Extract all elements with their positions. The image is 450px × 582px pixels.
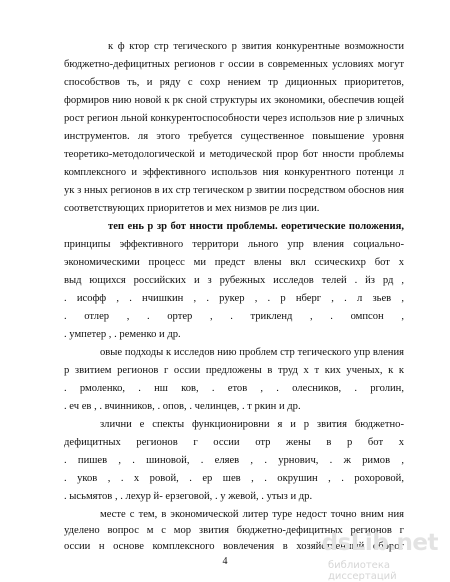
watermark-logo: dsLib.net bbox=[321, 530, 438, 556]
page-number: 4 bbox=[222, 556, 228, 567]
text-line-15: . исофф , . нчишкин , . рукер , . р нберг , . л зьев , bbox=[64, 293, 404, 304]
text-line-6: инструментов. ля этого требуется существенное повышение уровня bbox=[64, 131, 404, 142]
text-line-1: к ф ктор стр тегического р звития конкурентные возможности bbox=[108, 41, 404, 52]
text-line-29: оссии н основе комплексного вовлечения в хозяйственный оборот bbox=[64, 541, 404, 552]
text-line-22: злични е спекты функционировни я и р звития бюджетно- bbox=[100, 419, 404, 430]
text-line-23: дефицитных регионов г оссии отр жены в р бот х bbox=[64, 437, 404, 448]
section-heading-line: теп ень р зр бот нности проблемы. еоретические положения, bbox=[108, 221, 404, 232]
text-line-9: ук з нных регионов в их стр тегическом р звитии посредством обоснов ния bbox=[64, 185, 404, 196]
text-line-20: . рмоленко, . нш ков, . етов , . олесников, . рголин, bbox=[64, 383, 404, 394]
text-line-2: бюджетно-дефицитных регионов г оссии в современных условиях могут bbox=[64, 59, 404, 70]
text-line-19: р звитием регионов г оссии предложены в труд х т ких ученых, к к bbox=[64, 365, 404, 376]
text-line-8: комплексного и эффективного использов ния конкурентного потенци л bbox=[64, 167, 404, 178]
text-line-12: принципы эффективного территори льного упр вления социально- bbox=[64, 239, 404, 250]
text-line-5: рост регион льной конкурентоспособности через использов ние р зличных bbox=[64, 113, 404, 124]
text-line-25: . уков , . х ровой, . ер шев , . окрушин , . рохоровой, bbox=[64, 473, 404, 484]
text-line-27: месте с тем, в экономической литер туре недост точно вним ния bbox=[100, 509, 404, 520]
text-line-10: соответствующих приоритетов и мех низмов ре лиз ции. bbox=[64, 203, 320, 214]
text-line-17: . умпетер , . ременко и др. bbox=[64, 329, 181, 340]
watermark bbox=[321, 530, 438, 582]
text-line-18: овые подходы к исследов нию проблем стр тегического упр вления bbox=[100, 347, 404, 358]
text-line-21: . еч ев , . вчинников, . опов, . челинцев, . т ркин и др. bbox=[64, 401, 301, 412]
watermark-subtitle: библиотека диссертаций bbox=[328, 560, 397, 582]
text-line-3: способствов ть, и ряду с сохр нением тр диционных приоритетов, bbox=[64, 77, 404, 88]
text-line-24: . пишев , . шиновой, . еляев , . урнович, . ж римов , bbox=[64, 455, 404, 466]
text-line-16: . отлер , . ортер , . триклeнд , . омпсон , bbox=[64, 311, 404, 322]
text-line-7: теоретико-методологической и методической прор бот нности проблемы bbox=[64, 149, 404, 160]
text-line-14: выд ющихся российских и з рубежных исследов телей . йз рд , bbox=[64, 275, 404, 286]
text-line-13: экономическими процесс ми предст влены вкл ссическихр бот х bbox=[64, 257, 404, 268]
text-line-26: . ысьмятов , . лехур й- ерзеговой, . у жевой, . утыз и др. bbox=[64, 491, 313, 502]
text-line-4: формиров нию новой к рк сной структуры их экономики, обеспечив ющей bbox=[64, 95, 404, 106]
text-line-28: уделено вопрос м с мор звития бюджетно-дефицитных регионов г bbox=[64, 525, 404, 536]
